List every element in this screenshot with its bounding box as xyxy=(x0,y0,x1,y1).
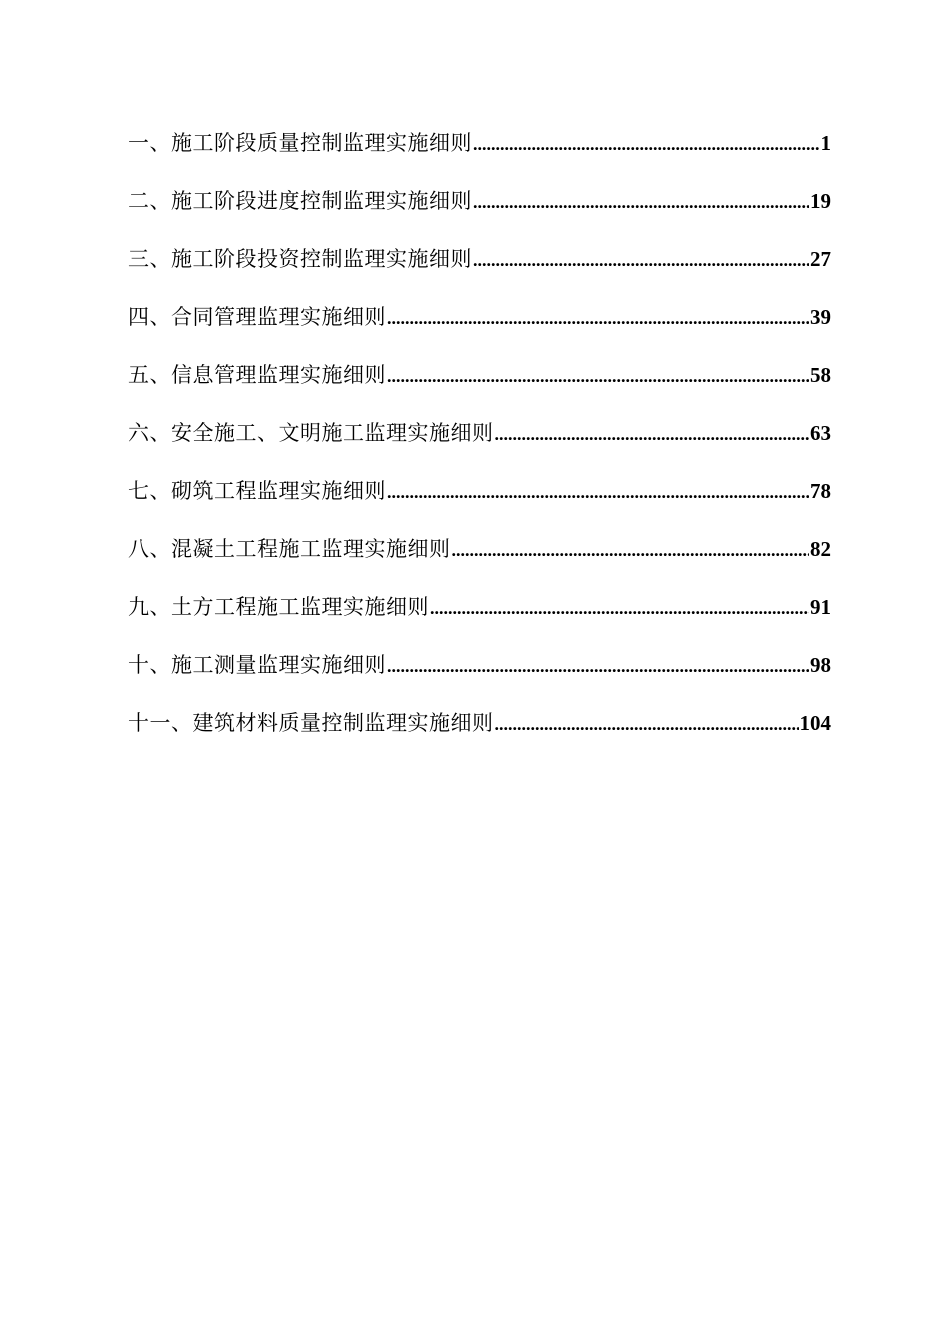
toc-dot-leader xyxy=(495,413,810,455)
toc-dot-leader xyxy=(387,355,809,397)
toc-entry-title: 八、混凝土工程施工监理实施细则 xyxy=(128,537,451,561)
toc-entry[interactable] xyxy=(128,644,831,702)
toc-entry-page: 63 xyxy=(810,421,831,445)
toc-entry-page: 82 xyxy=(810,537,831,561)
toc-entry[interactable] xyxy=(128,238,831,296)
toc-dot-leader xyxy=(387,471,809,513)
toc-dot-leader xyxy=(495,703,799,745)
toc-entry-title: 十一、建筑材料质量控制监理实施细则 xyxy=(128,711,494,735)
toc-dot-leader xyxy=(473,239,809,281)
toc-entry-title: 十、施工测量监理实施细则 xyxy=(128,653,386,677)
toc-entry-page: 78 xyxy=(810,479,831,503)
toc-entry[interactable] xyxy=(128,528,831,586)
toc-entry-title: 七、砌筑工程监理实施细则 xyxy=(128,479,386,503)
toc-entry[interactable] xyxy=(128,122,831,180)
toc-entry-page: 19 xyxy=(810,189,831,213)
toc-entry-page: 104 xyxy=(799,711,831,735)
toc-entry-title: 四、合同管理监理实施细则 xyxy=(128,305,386,329)
toc-entry[interactable] xyxy=(128,180,831,238)
toc-entry-page: 91 xyxy=(810,595,831,619)
toc-entry-title: 六、安全施工、文明施工监理实施细则 xyxy=(128,421,494,445)
toc-dot-leader xyxy=(430,587,809,629)
toc-dot-leader xyxy=(473,181,809,223)
toc-entry-page: 58 xyxy=(810,363,831,387)
toc-dot-leader xyxy=(473,123,820,165)
toc-entry[interactable] xyxy=(128,296,831,354)
toc-entry-page: 27 xyxy=(810,247,831,271)
toc-dot-leader xyxy=(387,645,809,687)
toc-entry[interactable] xyxy=(128,354,831,412)
toc-entry-page: 39 xyxy=(810,305,831,329)
toc-entry[interactable] xyxy=(128,586,831,644)
toc-entry-title: 一、施工阶段质量控制监理实施细则 xyxy=(128,131,472,155)
toc-entry[interactable] xyxy=(128,412,831,470)
toc-dot-leader xyxy=(452,529,810,571)
toc-entry[interactable] xyxy=(128,702,831,760)
table-of-contents xyxy=(128,122,831,760)
toc-entry-title: 二、施工阶段进度控制监理实施细则 xyxy=(128,189,472,213)
toc-entry-page: 98 xyxy=(810,653,831,677)
toc-entry-page: 1 xyxy=(820,131,831,155)
toc-dot-leader xyxy=(387,297,809,339)
toc-entry-title: 九、土方工程施工监理实施细则 xyxy=(128,595,429,619)
toc-entry-title: 五、信息管理监理实施细则 xyxy=(128,363,386,387)
toc-entry-title: 三、施工阶段投资控制监理实施细则 xyxy=(128,247,472,271)
toc-entry[interactable] xyxy=(128,470,831,528)
